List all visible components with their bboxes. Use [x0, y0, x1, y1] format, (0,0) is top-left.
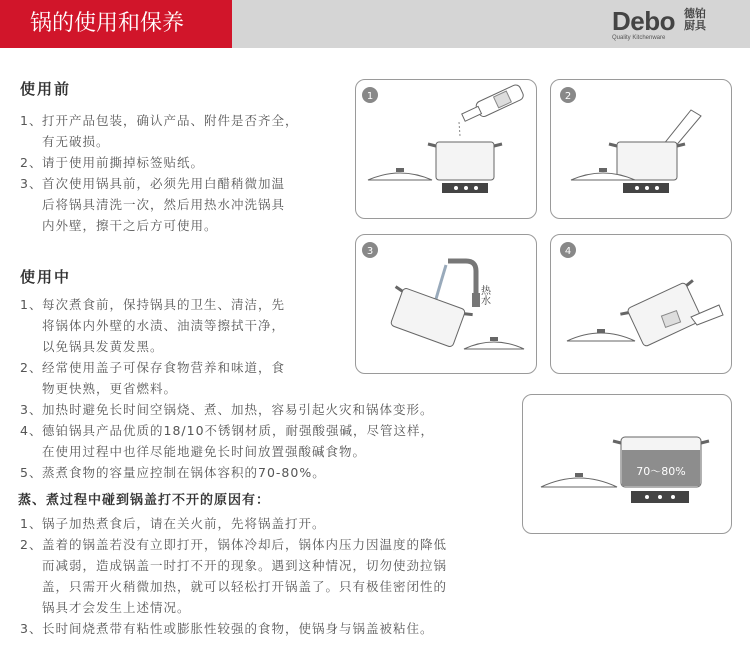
before-use-list — [20, 110, 340, 236]
list-item-line: 长时间烧煮带有粘性或膨胀性较强的食物，使锅身与锅盖被粘住。 — [42, 621, 434, 636]
list-item — [20, 618, 500, 639]
list-item-line: 以免锅具发黄发黑。 — [42, 339, 164, 354]
list-item-line: 将锅体内外壁的水渍、油渍等擦拭干净， — [42, 318, 286, 333]
list-item-number: 4、 — [20, 423, 43, 438]
step-number-4: 4 — [564, 246, 572, 257]
list-item — [20, 534, 500, 618]
hot-water-label: 热水 — [478, 285, 490, 305]
list-item-number: 1、 — [20, 113, 43, 128]
illustration-step-3 — [355, 234, 537, 374]
pot-icon — [428, 142, 502, 180]
step-number-2: 2 — [564, 91, 572, 102]
list-item — [20, 399, 500, 420]
illustration-step-2 — [550, 79, 732, 219]
pot-icon — [609, 142, 685, 180]
list-item-line: 德铂锅具产品优质的18/10不锈钢材质，耐强酸强碱，尽管这样， — [42, 423, 435, 438]
trouble-title: 蒸、煮过程中碰到锅盖打不开的原因有： — [18, 493, 271, 508]
list-item-line: 物更快熟，更省燃料。 — [42, 381, 178, 396]
list-item-number: 3、 — [20, 402, 43, 417]
list-item-line: 每次煮食前，保持锅具的卫生、清洁，先 — [42, 297, 286, 312]
list-item-number: 2、 — [20, 537, 43, 552]
lid-icon — [464, 337, 524, 349]
illustration-step-1 — [355, 79, 537, 219]
brand-name: Debo — [612, 6, 675, 36]
list-item — [20, 173, 340, 236]
pot-icon — [613, 437, 709, 487]
list-item-line: 而减弱，造成锅盖一时打不开的现象。遇到这种情况，切勿使劲拉锅 — [42, 558, 448, 573]
list-item-line: 锅子加热煮食后，请在关火前，先将锅盖打开。 — [42, 516, 326, 531]
pot-icon — [383, 285, 474, 351]
list-item-line: 在使用过程中也徉尽能地避免长时间放置强酸碱食物。 — [42, 444, 367, 459]
list-item — [20, 420, 500, 462]
list-item-line: 首次使用锅具前，必须先用白醋稍微加温 — [42, 176, 286, 191]
list-item-line: 后将锅具清洗一次，然后用热水冲洗锅具 — [42, 197, 286, 212]
list-item — [20, 152, 340, 173]
section-title-before-use: 使用前 — [20, 80, 72, 98]
list-item-line: 请于使用前撕掉标签贴纸。 — [42, 155, 205, 170]
lid-icon — [368, 168, 432, 180]
list-item-number: 2、 — [20, 155, 43, 170]
list-item-line: 蒸煮食物的容量应控制在锅体容积的70-80%。 — [42, 465, 326, 480]
list-item-line: 盖着的锅盖若没有立即打开，锅体冷却后，锅体内压力因温度的降低 — [42, 537, 448, 552]
list-item — [20, 462, 500, 483]
list-item-number: 3、 — [20, 176, 43, 191]
page-title: 锅的使用和保养 — [0, 0, 232, 48]
list-item — [20, 513, 500, 534]
list-item-line: 锅具才会发生上述情况。 — [42, 600, 191, 615]
brand-tagline: Quality Kitchenware — [612, 35, 666, 41]
illustration-fill-level — [522, 394, 732, 534]
lid-icon — [567, 329, 635, 341]
trouble-list — [20, 513, 500, 639]
list-item-line: 打开产品包装，确认产品、附件是否齐全， — [42, 113, 299, 128]
burner-icon — [442, 183, 488, 193]
brand-name-cn: 德铂厨具 — [684, 7, 706, 32]
vinegar-bottle-icon — [460, 83, 525, 125]
list-item-number: 2、 — [20, 360, 43, 375]
list-item — [20, 110, 340, 152]
fill-level-label: 70～80% — [636, 465, 686, 478]
list-item-number: 3、 — [20, 621, 43, 636]
list-item-number: 1、 — [20, 516, 43, 531]
section-title-during-use: 使用中 — [20, 268, 72, 286]
list-item-line: 盖，只需开火稍微加热，就可以轻松打开锅盖了。只有极佳密闭性的 — [42, 579, 448, 594]
list-item-line: 内外壁，擦干之后方可使用。 — [42, 218, 218, 233]
list-item-number: 5、 — [20, 465, 43, 480]
burner-icon — [623, 183, 669, 193]
list-item-line: 有无破损。 — [42, 134, 110, 149]
list-item-line: 经常使用盖子可保存食物营养和味道，食 — [42, 360, 286, 375]
brand-logo — [612, 6, 742, 44]
faucet-icon — [448, 261, 480, 307]
step-number-1: 1 — [366, 91, 374, 102]
water-stream — [436, 265, 446, 299]
list-item-line: 加热时避免长时间空锅烧、煮、加热，容易引起火灾和锅体变形。 — [42, 402, 434, 417]
header-bar — [0, 0, 750, 48]
step-number-3: 3 — [366, 246, 374, 257]
burner-icon — [631, 491, 689, 503]
list-item-number: 1、 — [20, 297, 43, 312]
lid-icon — [541, 473, 617, 487]
illustration-step-4 — [550, 234, 732, 374]
